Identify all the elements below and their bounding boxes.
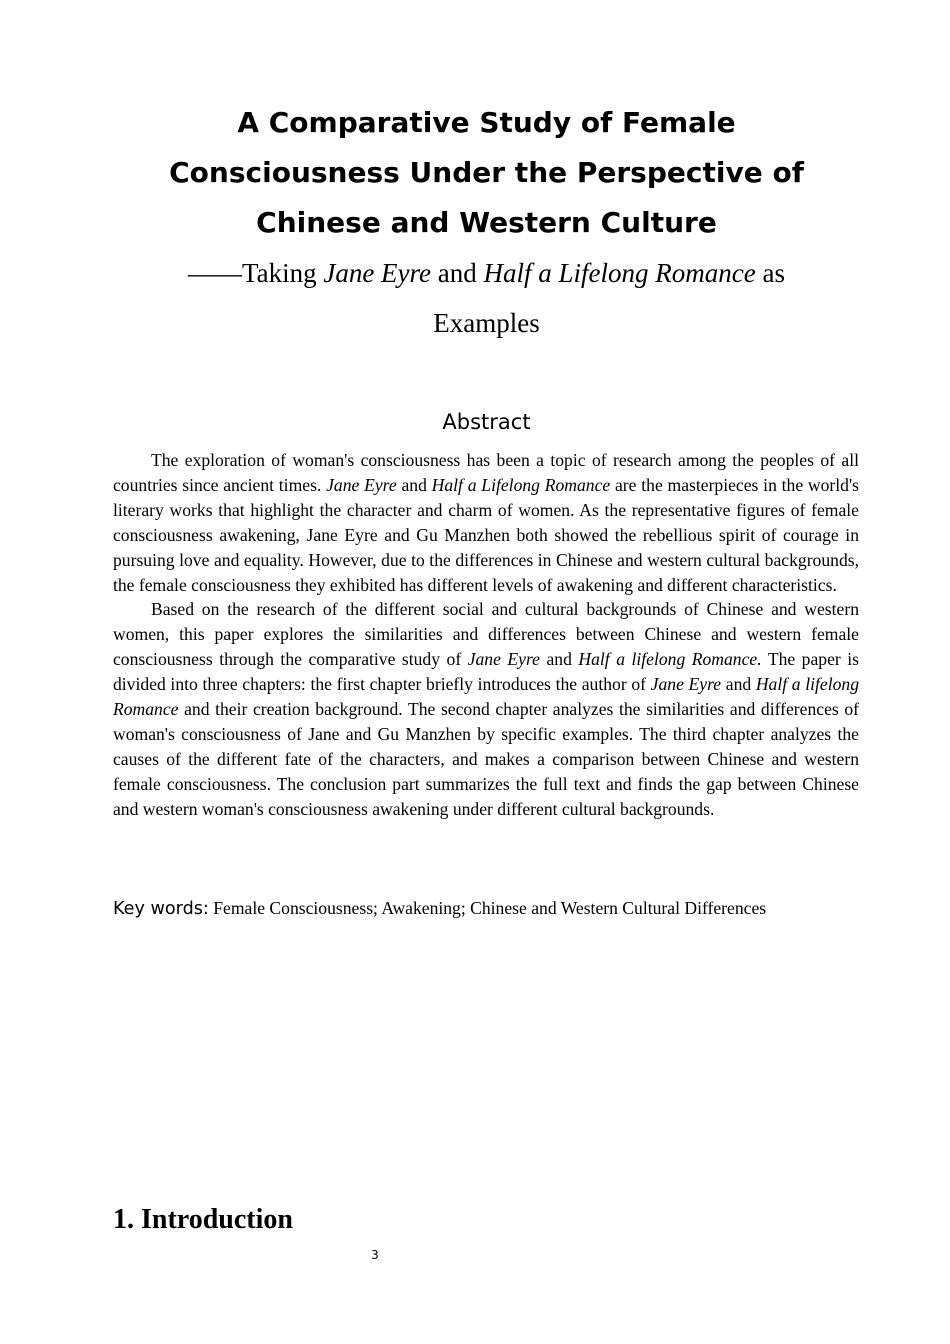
text-run: and bbox=[539, 649, 579, 670]
subtitle-book-title: Jane Eyre bbox=[323, 258, 432, 288]
subtitle-book-title: Half a Lifelong Romance bbox=[483, 258, 756, 288]
subtitle-prefix: Taking bbox=[242, 258, 324, 288]
abstract-heading: Abstract bbox=[442, 410, 531, 434]
subtitle-dash: —— bbox=[188, 258, 242, 288]
text-run: and bbox=[396, 474, 432, 495]
text-run: and bbox=[721, 674, 756, 695]
title-line: A Comparative Study of Female bbox=[237, 106, 736, 139]
text-run: The paper is divided into three chapters: the first chapter briefly introduces the author of bbox=[113, 649, 859, 695]
subtitle-line-2: Examples bbox=[433, 308, 540, 338]
subtitle-conjunction: and bbox=[431, 258, 484, 288]
paper-subtitle bbox=[0, 248, 950, 348]
section-heading-introduction: 1. Introduction bbox=[113, 1204, 293, 1235]
text-run: The exploration of woman's consciousness has been a topic of research among the peoples of all countries since ancient times. bbox=[113, 450, 859, 495]
book-title: Jane Eyre bbox=[467, 649, 540, 670]
title-line: Chinese and Western Culture bbox=[256, 206, 717, 239]
subtitle-line-1 bbox=[0, 248, 950, 298]
keywords-label: Key words: bbox=[113, 899, 209, 919]
abstract-paragraph bbox=[113, 448, 859, 597]
title-line: Consciousness Under the Perspective of bbox=[169, 156, 804, 189]
abstract-body bbox=[113, 448, 859, 822]
book-title: Half a Lifelong Romance bbox=[431, 474, 611, 495]
book-title: Jane Eyre bbox=[326, 474, 397, 495]
book-title: Half a lifelong Romance bbox=[113, 674, 859, 720]
text-run: are the masterpieces in the world's literary works that highlight the character and charm of women. As the representative figures of female consciousness awakening, Jane Eyre and Gu Manzhen both showed the rebellious spirit of courage in pursuing love and equality. However, due to the differences in Chinese and western cultural backgrounds, the female consciousness they exhibited has different levels of awakening and different characteristics. bbox=[113, 474, 859, 595]
book-title: Half a lifelong Romance. bbox=[578, 649, 762, 670]
abstract-paragraph bbox=[113, 597, 859, 821]
keywords-value: Female Consciousness; Awakening; Chinese and Western Cultural Differences bbox=[213, 898, 767, 918]
subtitle-suffix: as bbox=[755, 258, 785, 288]
page-number: 3 bbox=[371, 1248, 379, 1262]
keywords-line bbox=[113, 895, 859, 922]
paper-title bbox=[0, 98, 950, 248]
text-run: and their creation background. The second chapter analyzes the similarities and differences of woman's consciousness of Jane and Gu Manzhen by specific examples. The third chapter analyzes the causes of the different fate of the characters, and makes a comparison between Chinese and western female consciousness. The conclusion part summarizes the full text and finds the gap between Chinese and western woman's consciousness awakening under different cultural backgrounds. bbox=[113, 699, 859, 819]
text-run: Based on the research of the different social and cultural backgrounds of Chinese and western women, this paper explores the similarities and differences between Chinese and western female consciousness through the comparative study of bbox=[113, 599, 859, 670]
book-title: Jane Eyre bbox=[650, 674, 722, 695]
